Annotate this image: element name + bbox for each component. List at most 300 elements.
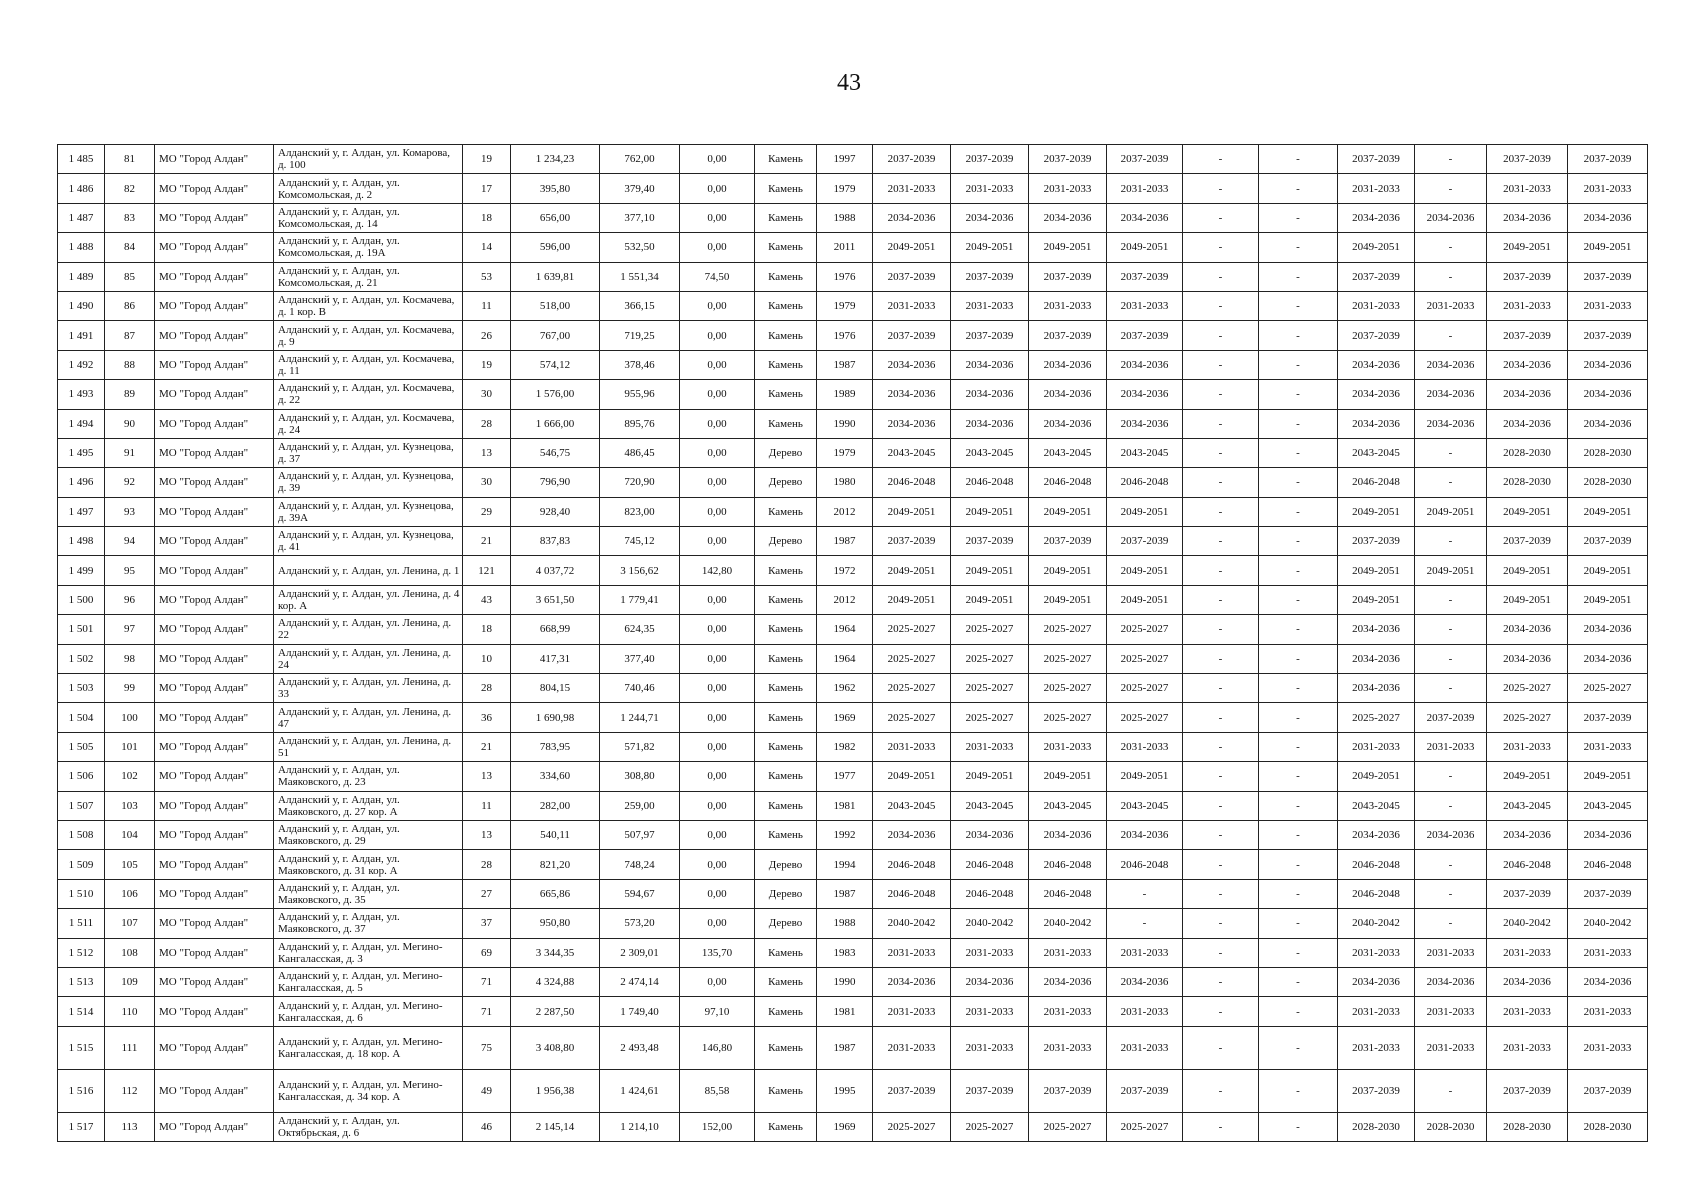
cell-apartments-count: 53 [463,262,511,291]
cell-period-roof: 2037-2039 [873,262,951,291]
cell-period-elevator: - [1183,203,1259,232]
cell-address: Алданский у, г. Алдан, ул. Комсомольская, д. 21 [274,262,463,291]
cell-period-foundation: 2037-2039 [1029,262,1107,291]
cell-period-heat-metering: - [1259,497,1338,526]
cell-period-repair-other: 2049-2051 [1568,556,1648,585]
cell-period-foundation: 2034-2036 [1029,409,1107,438]
cell-municipality: МО "Город Алдан" [155,174,274,203]
cell-commissioning-year: 1987 [817,1026,873,1069]
cell-total-area: 3 408,80 [511,1026,600,1069]
cell-row-number: 1 493 [58,380,105,409]
cell-period-heat-metering: - [1259,438,1338,467]
cell-item-number: 88 [105,350,155,379]
cell-address: Алданский у, г. Алдан, ул. Маяковского, д. 29 [274,820,463,849]
cell-municipality: МО "Город Алдан" [155,791,274,820]
cell-total-area: 1 576,00 [511,380,600,409]
cell-wall-material: Дерево [755,850,817,879]
cell-period-repair-other: 2028-2030 [1568,468,1648,497]
cell-address: Алданский у, г. Алдан, ул. Кузнецова, д. 39 [274,468,463,497]
cell-wall-material: Камень [755,585,817,614]
cell-period-heat-metering: - [1259,556,1338,585]
cell-period-foundation: 2031-2033 [1029,732,1107,761]
cell-period-utility-networks: 2031-2033 [1107,1026,1183,1069]
cell-period-roof: 2043-2045 [873,791,951,820]
cell-period-energy-audit: - [1415,674,1487,703]
cell-wall-material: Камень [755,409,817,438]
cell-commissioning-year: 1964 [817,644,873,673]
table-row [58,321,1648,350]
cell-wall-material: Камень [755,791,817,820]
cell-wall-material: Камень [755,1112,817,1141]
cell-period-repair-other: 2037-2039 [1568,1069,1648,1112]
cell-period-heat-metering: - [1259,468,1338,497]
cell-period-basement: 2043-2045 [1338,791,1415,820]
cell-period-heat-metering: - [1259,321,1338,350]
cell-address: Алданский у, г. Алдан, ул. Космачева, д. 24 [274,409,463,438]
page-number: 43 [837,70,861,96]
cell-commissioning-year: 2011 [817,233,873,262]
cell-total-area: 1 690,98 [511,703,600,732]
cell-period-heat-metering: - [1259,1026,1338,1069]
cell-period-facade: 2034-2036 [951,350,1029,379]
cell-period-facade: 2037-2039 [951,145,1029,174]
cell-period-energy-audit: - [1415,262,1487,291]
cell-apartments-count: 10 [463,644,511,673]
cell-period-heat-metering: - [1259,703,1338,732]
cell-period-repair-other: 2034-2036 [1568,820,1648,849]
cell-row-number: 1 497 [58,497,105,526]
cell-period-heat-metering: - [1259,674,1338,703]
cell-period-foundation: 2043-2045 [1029,791,1107,820]
cell-item-number: 107 [105,909,155,938]
cell-period-elevator: - [1183,850,1259,879]
cell-period-attic: 2031-2033 [1487,291,1568,320]
cell-period-roof: 2046-2048 [873,468,951,497]
cell-period-roof: 2031-2033 [873,1026,951,1069]
cell-non-residential-area: 0,00 [680,174,755,203]
cell-non-residential-area: 142,80 [680,556,755,585]
cell-period-basement: 2046-2048 [1338,879,1415,908]
cell-period-repair-other: 2031-2033 [1568,997,1648,1026]
cell-period-elevator: - [1183,585,1259,614]
cell-total-area: 2 145,14 [511,1112,600,1141]
cell-period-energy-audit: - [1415,879,1487,908]
cell-total-area: 950,80 [511,909,600,938]
cell-period-attic: 2049-2051 [1487,556,1568,585]
cell-living-area: 377,10 [600,203,680,232]
cell-period-attic: 2031-2033 [1487,732,1568,761]
cell-period-heat-metering: - [1259,1069,1338,1112]
cell-period-elevator: - [1183,556,1259,585]
cell-period-facade: 2034-2036 [951,203,1029,232]
cell-period-facade: 2031-2033 [951,174,1029,203]
cell-item-number: 113 [105,1112,155,1141]
cell-row-number: 1 513 [58,967,105,996]
cell-row-number: 1 498 [58,527,105,556]
cell-period-heat-metering: - [1259,762,1338,791]
cell-address: Алданский у, г. Алдан, ул. Маяковского, д. 35 [274,879,463,908]
cell-commissioning-year: 1994 [817,850,873,879]
cell-apartments-count: 19 [463,350,511,379]
cell-row-number: 1 488 [58,233,105,262]
cell-row-number: 1 514 [58,997,105,1026]
cell-apartments-count: 71 [463,997,511,1026]
cell-period-elevator: - [1183,644,1259,673]
cell-address: Алданский у, г. Алдан, ул. Ленина, д. 24 [274,644,463,673]
cell-commissioning-year: 1995 [817,1069,873,1112]
cell-wall-material: Камень [755,732,817,761]
cell-period-foundation: 2040-2042 [1029,909,1107,938]
cell-wall-material: Камень [755,1026,817,1069]
cell-period-basement: 2034-2036 [1338,380,1415,409]
cell-period-energy-audit: 2049-2051 [1415,556,1487,585]
cell-total-area: 928,40 [511,497,600,526]
cell-non-residential-area: 0,00 [680,644,755,673]
table-row [58,1112,1648,1141]
cell-commissioning-year: 1972 [817,556,873,585]
cell-period-elevator: - [1183,468,1259,497]
cell-period-utility-networks: 2025-2027 [1107,615,1183,644]
cell-period-facade: 2025-2027 [951,674,1029,703]
cell-period-roof: 2037-2039 [873,527,951,556]
cell-period-elevator: - [1183,409,1259,438]
cell-period-elevator: - [1183,321,1259,350]
cell-period-facade: 2031-2033 [951,732,1029,761]
cell-wall-material: Камень [755,938,817,967]
cell-period-facade: 2025-2027 [951,1112,1029,1141]
cell-wall-material: Камень [755,967,817,996]
table-row [58,644,1648,673]
cell-period-basement: 2049-2051 [1338,585,1415,614]
cell-period-elevator: - [1183,291,1259,320]
cell-period-basement: 2034-2036 [1338,409,1415,438]
cell-period-elevator: - [1183,1069,1259,1112]
cell-period-foundation: 2046-2048 [1029,850,1107,879]
cell-period-utility-networks: 2034-2036 [1107,380,1183,409]
cell-period-foundation: 2043-2045 [1029,438,1107,467]
cell-item-number: 87 [105,321,155,350]
cell-non-residential-area: 0,00 [680,703,755,732]
cell-item-number: 83 [105,203,155,232]
cell-period-utility-networks: 2049-2051 [1107,497,1183,526]
cell-address: Алданский у, г. Алдан, ул. Мегино-Кангаласская, д. 18 кор. А [274,1026,463,1069]
cell-period-basement: 2034-2036 [1338,674,1415,703]
cell-period-facade: 2043-2045 [951,438,1029,467]
cell-non-residential-area: 152,00 [680,1112,755,1141]
cell-row-number: 1 501 [58,615,105,644]
cell-wall-material: Камень [755,145,817,174]
cell-item-number: 110 [105,997,155,1026]
cell-address: Алданский у, г. Алдан, ул. Кузнецова, д. 39А [274,497,463,526]
cell-period-energy-audit: - [1415,644,1487,673]
cell-municipality: МО "Город Алдан" [155,262,274,291]
cell-municipality: МО "Город Алдан" [155,732,274,761]
cell-commissioning-year: 1992 [817,820,873,849]
cell-item-number: 89 [105,380,155,409]
cell-period-basement: 2028-2030 [1338,1112,1415,1141]
cell-period-facade: 2046-2048 [951,468,1029,497]
cell-period-attic: 2031-2033 [1487,997,1568,1026]
cell-address: Алданский у, г. Алдан, ул. Кузнецова, д. 41 [274,527,463,556]
cell-commissioning-year: 1987 [817,879,873,908]
cell-period-utility-networks: 2025-2027 [1107,1112,1183,1141]
cell-period-roof: 2025-2027 [873,1112,951,1141]
cell-total-area: 665,86 [511,879,600,908]
cell-apartments-count: 27 [463,879,511,908]
cell-total-area: 837,83 [511,527,600,556]
cell-commissioning-year: 1981 [817,791,873,820]
cell-non-residential-area: 0,00 [680,527,755,556]
cell-period-facade: 2037-2039 [951,321,1029,350]
cell-period-repair-other: 2049-2051 [1568,497,1648,526]
cell-non-residential-area: 0,00 [680,350,755,379]
cell-item-number: 92 [105,468,155,497]
cell-living-area: 2 493,48 [600,1026,680,1069]
cell-period-repair-other: 2049-2051 [1568,233,1648,262]
cell-period-heat-metering: - [1259,615,1338,644]
table-row [58,262,1648,291]
cell-period-utility-networks: 2043-2045 [1107,438,1183,467]
cell-period-heat-metering: - [1259,850,1338,879]
cell-item-number: 100 [105,703,155,732]
cell-row-number: 1 486 [58,174,105,203]
cell-period-energy-audit: - [1415,615,1487,644]
cell-non-residential-area: 0,00 [680,438,755,467]
cell-period-facade: 2025-2027 [951,644,1029,673]
cell-period-elevator: - [1183,879,1259,908]
cell-period-repair-other: 2049-2051 [1568,762,1648,791]
cell-municipality: МО "Город Алдан" [155,1026,274,1069]
cell-period-foundation: 2031-2033 [1029,1026,1107,1069]
cell-period-utility-networks: 2037-2039 [1107,145,1183,174]
table-row [58,585,1648,614]
cell-period-heat-metering: - [1259,820,1338,849]
cell-apartments-count: 75 [463,1026,511,1069]
cell-commissioning-year: 1979 [817,438,873,467]
cell-period-utility-networks: 2034-2036 [1107,350,1183,379]
cell-period-heat-metering: - [1259,262,1338,291]
cell-apartments-count: 28 [463,409,511,438]
cell-item-number: 86 [105,291,155,320]
cell-period-utility-networks: - [1107,879,1183,908]
cell-wall-material: Камень [755,321,817,350]
cell-non-residential-area: 0,00 [680,468,755,497]
cell-period-energy-audit: - [1415,909,1487,938]
cell-item-number: 95 [105,556,155,585]
cell-non-residential-area: 0,00 [680,967,755,996]
cell-non-residential-area: 0,00 [680,233,755,262]
cell-total-area: 783,95 [511,732,600,761]
cell-living-area: 2 474,14 [600,967,680,996]
cell-row-number: 1 505 [58,732,105,761]
cell-non-residential-area: 0,00 [680,762,755,791]
cell-period-roof: 2025-2027 [873,674,951,703]
cell-period-facade: 2034-2036 [951,820,1029,849]
cell-living-area: 1 551,34 [600,262,680,291]
cell-living-area: 571,82 [600,732,680,761]
cell-living-area: 895,76 [600,409,680,438]
cell-period-energy-audit: 2034-2036 [1415,203,1487,232]
cell-period-heat-metering: - [1259,644,1338,673]
cell-item-number: 91 [105,438,155,467]
cell-period-repair-other: 2037-2039 [1568,321,1648,350]
cell-period-basement: 2034-2036 [1338,820,1415,849]
table-row [58,615,1648,644]
cell-non-residential-area: 0,00 [680,321,755,350]
cell-address: Алданский у, г. Алдан, ул. Маяковского, д. 31 кор. А [274,850,463,879]
cell-living-area: 624,35 [600,615,680,644]
cell-commissioning-year: 1981 [817,997,873,1026]
cell-period-facade: 2034-2036 [951,409,1029,438]
cell-non-residential-area: 0,00 [680,585,755,614]
cell-municipality: МО "Город Алдан" [155,615,274,644]
cell-period-attic: 2031-2033 [1487,938,1568,967]
cell-period-facade: 2040-2042 [951,909,1029,938]
cell-row-number: 1 515 [58,1026,105,1069]
cell-period-energy-audit: 2034-2036 [1415,820,1487,849]
cell-period-roof: 2049-2051 [873,497,951,526]
cell-period-repair-other: 2037-2039 [1568,879,1648,908]
cell-period-foundation: 2031-2033 [1029,174,1107,203]
cell-commissioning-year: 1969 [817,703,873,732]
cell-total-area: 796,90 [511,468,600,497]
cell-period-foundation: 2049-2051 [1029,585,1107,614]
cell-period-roof: 2049-2051 [873,585,951,614]
cell-period-roof: 2025-2027 [873,644,951,673]
cell-row-number: 1 494 [58,409,105,438]
cell-non-residential-area: 0,00 [680,879,755,908]
table-row [58,350,1648,379]
cell-non-residential-area: 0,00 [680,203,755,232]
cell-period-roof: 2040-2042 [873,909,951,938]
cell-period-foundation: 2025-2027 [1029,615,1107,644]
cell-period-facade: 2046-2048 [951,879,1029,908]
cell-row-number: 1 499 [58,556,105,585]
cell-address: Алданский у, г. Алдан, ул. Маяковского, д. 37 [274,909,463,938]
cell-period-attic: 2037-2039 [1487,262,1568,291]
cell-period-basement: 2031-2033 [1338,997,1415,1026]
cell-period-elevator: - [1183,438,1259,467]
cell-period-foundation: 2025-2027 [1029,674,1107,703]
register-body [58,145,1648,1142]
cell-period-repair-other: 2025-2027 [1568,674,1648,703]
cell-period-elevator: - [1183,1112,1259,1141]
cell-total-area: 574,12 [511,350,600,379]
cell-period-basement: 2031-2033 [1338,1026,1415,1069]
cell-municipality: МО "Город Алдан" [155,497,274,526]
cell-living-area: 573,20 [600,909,680,938]
cell-period-basement: 2031-2033 [1338,291,1415,320]
cell-wall-material: Камень [755,820,817,849]
cell-row-number: 1 492 [58,350,105,379]
cell-period-energy-audit: - [1415,145,1487,174]
cell-period-foundation: 2049-2051 [1029,497,1107,526]
cell-item-number: 105 [105,850,155,879]
table-row [58,674,1648,703]
cell-period-repair-other: 2034-2036 [1568,615,1648,644]
cell-period-energy-audit: 2049-2051 [1415,497,1487,526]
cell-row-number: 1 509 [58,850,105,879]
cell-item-number: 96 [105,585,155,614]
cell-period-foundation: 2025-2027 [1029,703,1107,732]
cell-period-roof: 2043-2045 [873,438,951,467]
cell-period-foundation: 2025-2027 [1029,644,1107,673]
cell-period-roof: 2025-2027 [873,615,951,644]
cell-non-residential-area: 0,00 [680,909,755,938]
cell-period-foundation: 2034-2036 [1029,820,1107,849]
cell-apartments-count: 49 [463,1069,511,1112]
cell-total-area: 2 287,50 [511,997,600,1026]
cell-row-number: 1 496 [58,468,105,497]
cell-apartments-count: 121 [463,556,511,585]
cell-municipality: МО "Город Алдан" [155,820,274,849]
cell-period-energy-audit: - [1415,468,1487,497]
cell-period-foundation: 2049-2051 [1029,233,1107,262]
cell-period-heat-metering: - [1259,350,1338,379]
cell-period-elevator: - [1183,350,1259,379]
cell-item-number: 111 [105,1026,155,1069]
cell-period-utility-networks: 2049-2051 [1107,233,1183,262]
table-row [58,380,1648,409]
cell-period-basement: 2034-2036 [1338,203,1415,232]
cell-period-repair-other: 2049-2051 [1568,585,1648,614]
cell-apartments-count: 18 [463,203,511,232]
cell-period-heat-metering: - [1259,174,1338,203]
cell-address: Алданский у, г. Алдан, ул. Комсомольская, д. 14 [274,203,463,232]
cell-living-area: 1 424,61 [600,1069,680,1112]
cell-period-attic: 2034-2036 [1487,409,1568,438]
cell-address: Алданский у, г. Алдан, ул. Комсомольская, д. 2 [274,174,463,203]
cell-apartments-count: 71 [463,967,511,996]
table-row [58,762,1648,791]
cell-apartments-count: 18 [463,615,511,644]
table-row [58,938,1648,967]
cell-period-facade: 2025-2027 [951,703,1029,732]
cell-period-elevator: - [1183,703,1259,732]
cell-period-foundation: 2034-2036 [1029,967,1107,996]
cell-period-repair-other: 2034-2036 [1568,644,1648,673]
cell-wall-material: Камень [755,203,817,232]
cell-period-foundation: 2037-2039 [1029,1069,1107,1112]
table-row [58,732,1648,761]
cell-row-number: 1 517 [58,1112,105,1141]
cell-municipality: МО "Город Алдан" [155,997,274,1026]
cell-period-facade: 2034-2036 [951,380,1029,409]
cell-period-attic: 2034-2036 [1487,380,1568,409]
cell-wall-material: Камень [755,291,817,320]
cell-period-basement: 2049-2051 [1338,762,1415,791]
cell-municipality: МО "Город Алдан" [155,145,274,174]
cell-period-heat-metering: - [1259,938,1338,967]
cell-item-number: 99 [105,674,155,703]
cell-period-attic: 2034-2036 [1487,644,1568,673]
cell-commissioning-year: 1989 [817,380,873,409]
cell-period-roof: 2025-2027 [873,703,951,732]
cell-municipality: МО "Город Алдан" [155,380,274,409]
cell-item-number: 93 [105,497,155,526]
cell-period-repair-other: 2031-2033 [1568,938,1648,967]
cell-item-number: 90 [105,409,155,438]
cell-period-repair-other: 2037-2039 [1568,145,1648,174]
cell-period-roof: 2046-2048 [873,850,951,879]
cell-period-basement: 2034-2036 [1338,644,1415,673]
cell-item-number: 94 [105,527,155,556]
cell-period-roof: 2037-2039 [873,321,951,350]
cell-period-utility-networks: - [1107,909,1183,938]
cell-period-heat-metering: - [1259,291,1338,320]
cell-total-area: 804,15 [511,674,600,703]
cell-period-utility-networks: 2025-2027 [1107,674,1183,703]
